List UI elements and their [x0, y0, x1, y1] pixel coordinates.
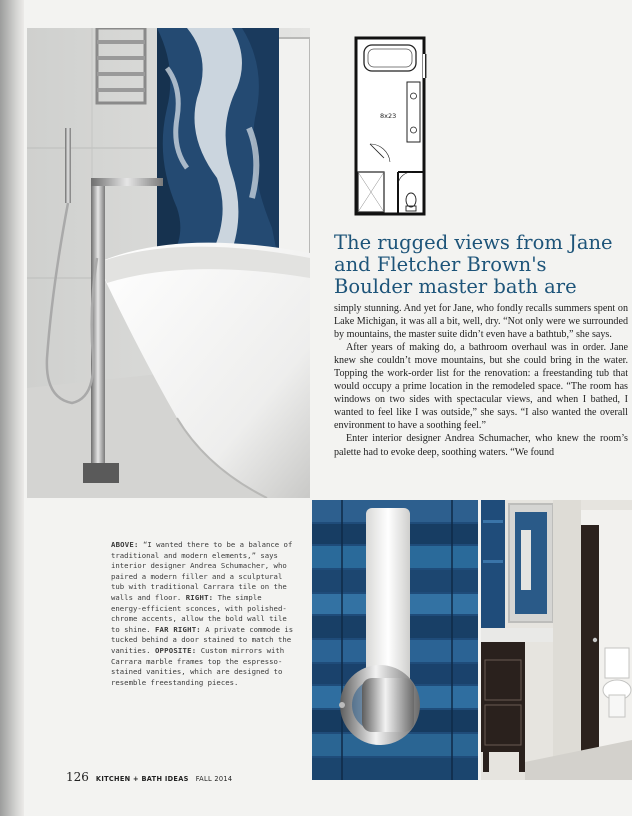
photo-caption — [111, 540, 295, 688]
floor-plan-diagram — [340, 34, 440, 220]
photo-vanity-and-commode — [481, 500, 632, 780]
issue-date: FALL 2014 — [195, 775, 233, 783]
caption-label-far-right: FAR RIGHT: — [154, 624, 201, 634]
shower-curtain — [157, 28, 279, 263]
article-paragraph: After years of making do, a bathroom overhaul was in order. Jane knew she couldn’t move mountains, but she could bring in the water. Topping the work-order list for the renovation: a freestanding tub that would occupy a prime location in the remodeled space. “The room has windows on two sides with spectacular views, and when I bathed, I wanted to feel like I was outside,” she says. “I also wanted the overall environment to have a soothing feel.” — [334, 342, 628, 432]
caption-text-far-right: A private commode is tucked behind a door stained to match the vanities. — [111, 624, 294, 655]
carrara-framed-mirror — [509, 504, 553, 622]
caption-text-opposite: Custom mirrors with Carrara marble frames top the espresso-stained vanities, which are designed to resemble freestanding pieces. — [111, 645, 285, 687]
article-headline: The rugged views from Jane and Fletcher Brown's Boulder master bath are — [334, 231, 613, 298]
photo-freestanding-tub — [27, 28, 310, 498]
article-body — [334, 302, 628, 459]
caption-text-above: “I wanted there to be a balance of traditional and modern elements,” says interior designer Andrea Schumacher, who paired a modern filler and a sculptural tub with traditional Carrara tile on the walls and floor. — [111, 540, 293, 602]
publication-name: KITCHEN + BATH IDEAS — [95, 775, 189, 783]
page-number: 126 — [66, 770, 89, 784]
article-paragraph: Enter interior designer Andrea Schumacher, who knew the room’s palette had to evoke deep, soothing waters. “We found — [334, 433, 628, 458]
floor-plan-dimension: 8x23 — [380, 112, 397, 120]
caption-label-opposite: OPPOSITE: — [154, 645, 197, 655]
commode-door — [581, 525, 599, 775]
article-paragraph: simply stunning. And yet for Jane, who fondly recalls summers spent on Lake Michigan, it was all a bit, well, dry. “Not only were we surrounded by mountains, the master suite didn’t even have a bathtub,” she says. — [334, 303, 628, 341]
page-folio — [66, 770, 232, 784]
caption-label-above: ABOVE: — [111, 540, 139, 549]
caption-text-right: The simple energy-efficient sconces, with polished-chrome accents, allow the bold wall tile to shine. — [111, 592, 287, 634]
photo-wall-sconce — [312, 500, 478, 780]
page-gutter-edge — [0, 0, 24, 816]
caption-label-right: RIGHT: — [185, 592, 214, 602]
